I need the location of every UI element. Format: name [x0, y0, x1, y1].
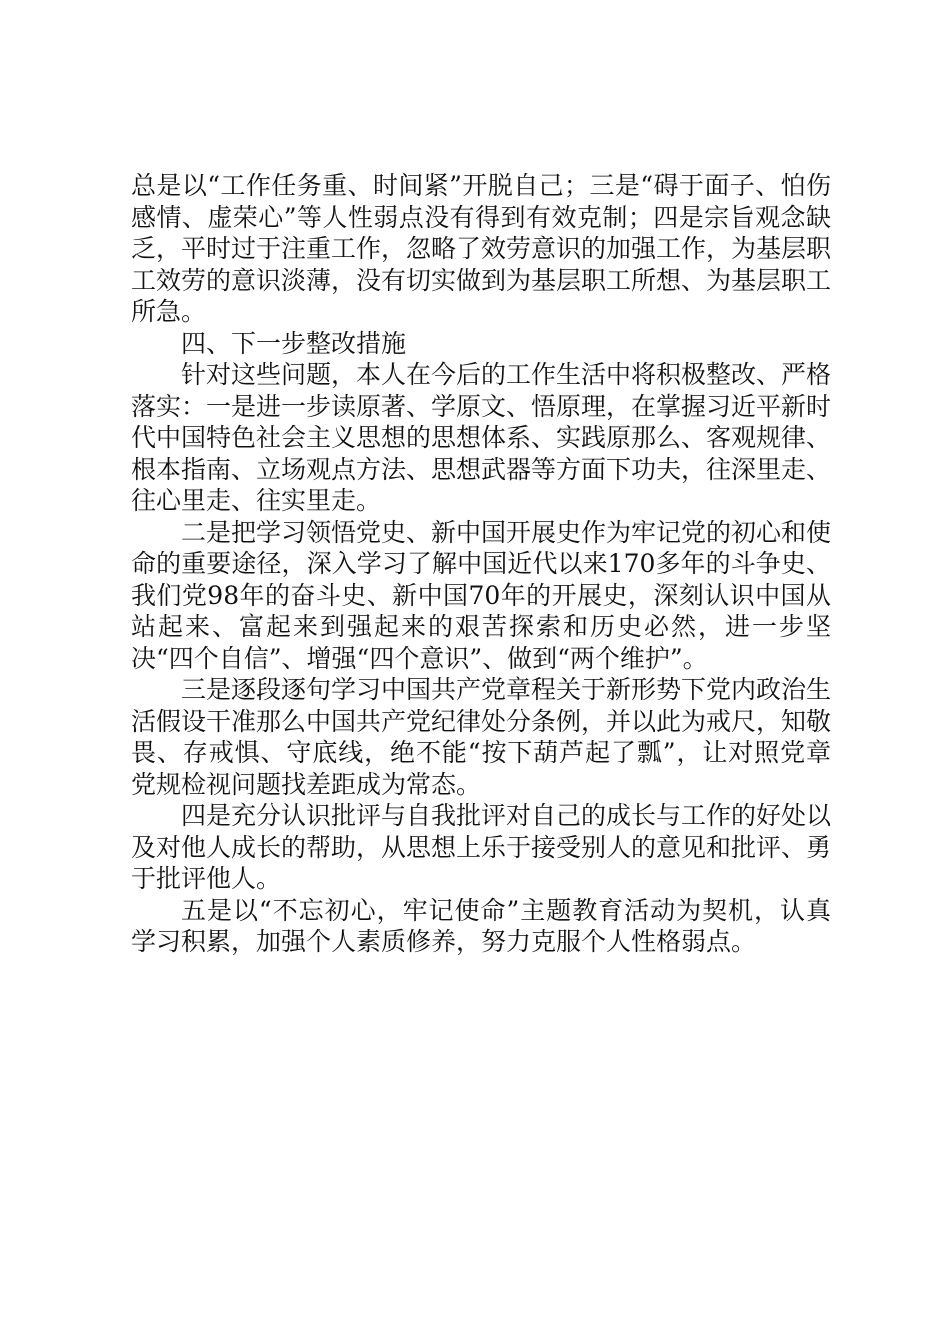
section-heading-next-steps: 四、下一步整改措施 [181, 328, 407, 358]
document-body [131, 170, 831, 958]
paragraph-point-five: 五是以“不忘初心，牢记使命”主题教育活动为契机，认真学习积累，加强个人素质修养，努力克服个人性格弱点。 [131, 895, 831, 956]
paragraph-rectification-intro: 针对这些问题，本人在今后的工作生活中将积极整改、严格落实：一是进一步读原著、学原文、悟原理，在掌握习近平新时代中国特色社会主义思想的思想体系、实践原那么、客观规律、根本指南、立场观点方法、思想武器等方面下功夫，往深里走、往心里走、往实里走。 [131, 360, 832, 515]
paragraph-point-four: 四是充分认识批评与自我批评对自己的成长与工作的好处以及对他人成长的帮助，从思想上乐于接受别人的意见和批评、勇于批评他人。 [131, 801, 832, 893]
paragraph-point-two: 二是把学习领悟党史、新中国开展史作为牢记党的初心和使命的重要途径，深入学习了解中国近代以来170多年的斗争史、我们党98年的奋斗史、新中国70年的开展史，深刻认识中国从站起来、富起来到强起来的艰苦探索和历史必然，进一步坚决“四个自信”、增强“四个意识”、做到“两个维护”。 [131, 517, 832, 673]
paragraph-continuation: 总是以“工作任务重、时间紧”开脱自己；三是“碍于面子、怕伤感情、虚荣心”等人性弱点没有得到有效克制；四是宗旨观念缺乏，平时过于注重工作，忽略了效劳意识的加强工作，为基层职工效劳的意识淡薄，没有切实做到为基层职工所想、为基层职工所急。 [131, 171, 832, 326]
paragraph-point-three: 三是逐段逐句学习中国共产党章程关于新形势下党内政治生活假设干准那么中国共产党纪律处分条例，并以此为戒尺，知敬畏、存戒惧、守底线，绝不能“按下葫芦起了瓢”，让对照党章党规检视问题找差距成为常态。 [131, 675, 832, 799]
